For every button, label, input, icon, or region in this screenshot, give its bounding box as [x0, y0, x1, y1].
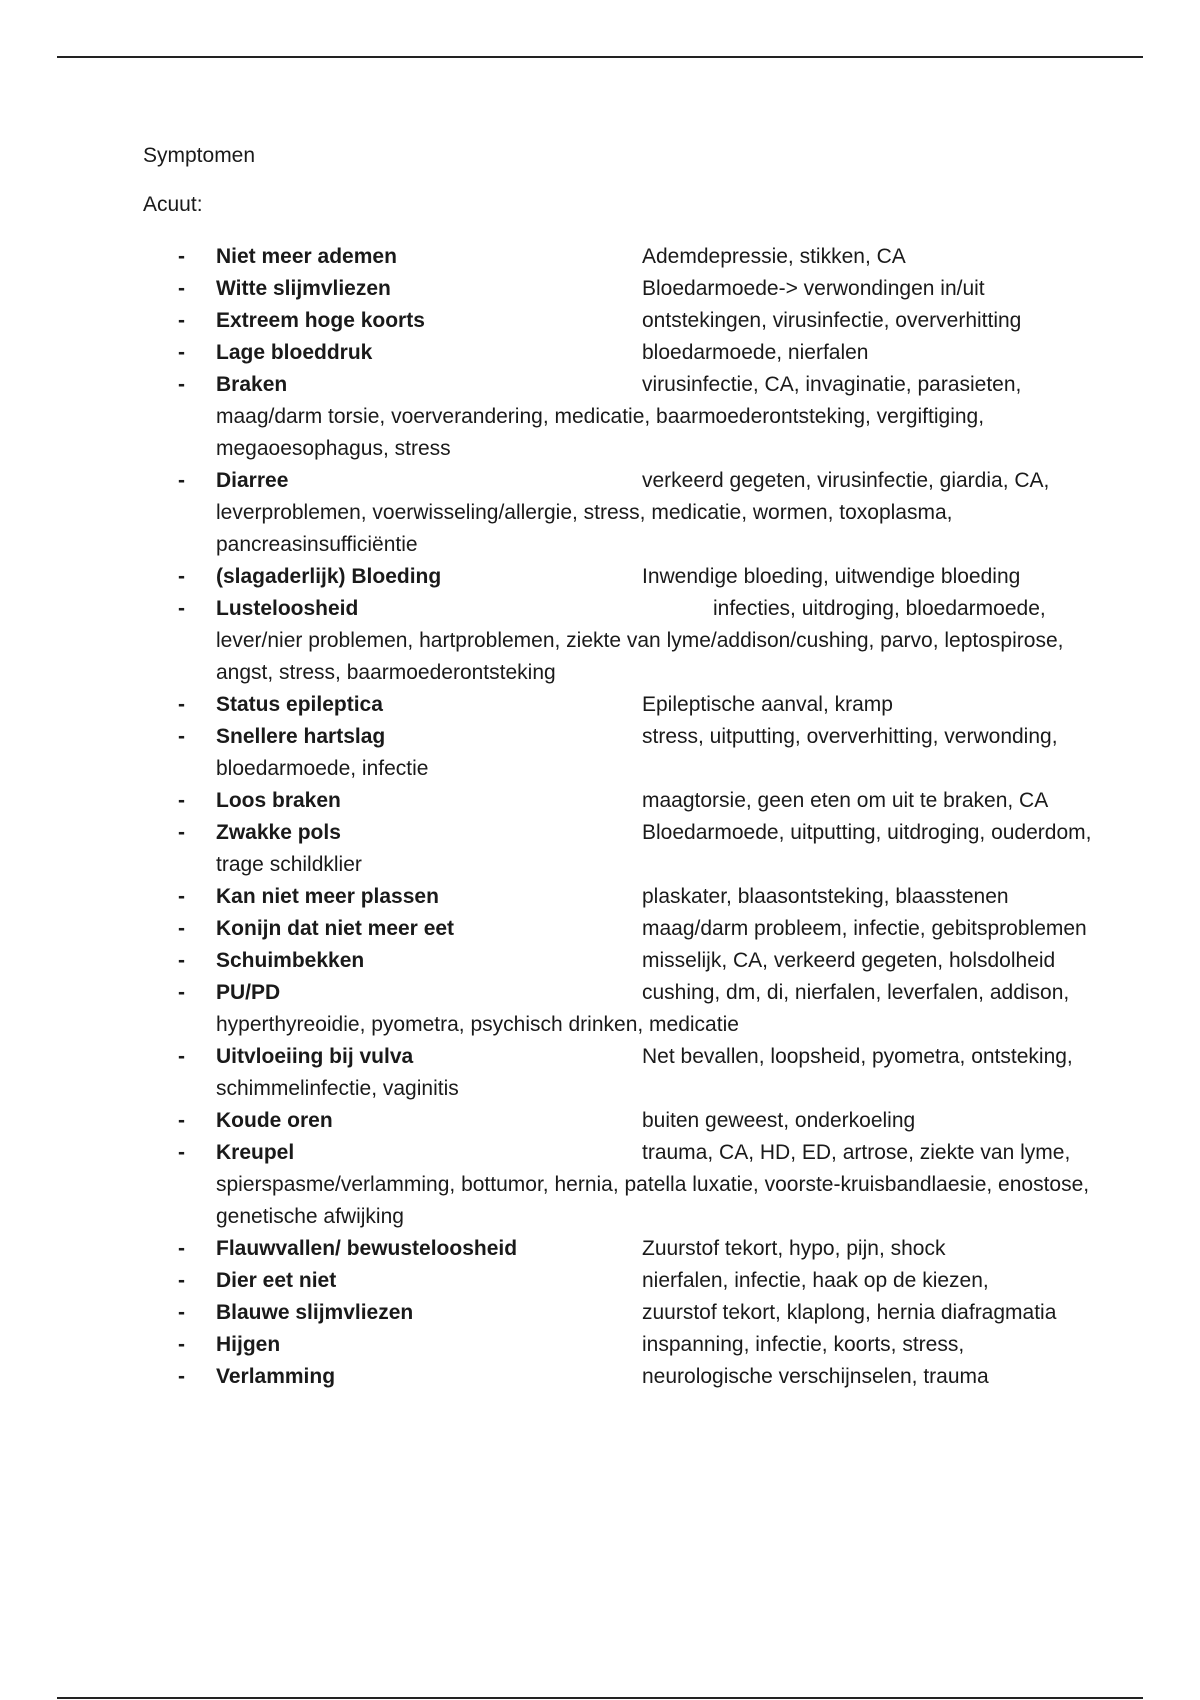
- list-bullet: -: [178, 1269, 185, 1292]
- list-bullet: -: [178, 789, 185, 812]
- symptom-term: Dier eet niet: [216, 1269, 337, 1292]
- list-bullet: -: [178, 1109, 185, 1132]
- list-item: [143, 369, 1123, 465]
- list-item: [143, 689, 1123, 721]
- list-item: [143, 1041, 1123, 1105]
- list-item: [143, 785, 1123, 817]
- list-bullet: -: [178, 1237, 185, 1260]
- list-bullet: -: [178, 1141, 185, 1164]
- list-bullet: -: [178, 1333, 185, 1356]
- list-item: [143, 881, 1123, 913]
- list-bullet: -: [178, 245, 185, 268]
- symptom-term: Kreupel: [216, 1141, 295, 1164]
- symptom-term: Kan niet meer plassen: [216, 885, 439, 908]
- symptom-term: Lusteloosheid: [216, 597, 359, 620]
- list-item: [143, 561, 1123, 593]
- list-item: [143, 977, 1123, 1041]
- list-item: [143, 1265, 1123, 1297]
- list-item: [143, 1105, 1123, 1137]
- symptom-causes: ontstekingen, virusinfectie, oververhitting: [642, 309, 1022, 332]
- symptom-causes: cushing, dm, di, nierfalen, leverfalen, addison, hyperthyreoidie, pyometra, psychisch drinken, medicatie: [216, 981, 1070, 1036]
- symptom-term: Uitvloeiing bij vulva: [216, 1045, 414, 1068]
- section-title: Symptomen: [143, 144, 256, 167]
- list-bullet: -: [178, 277, 185, 300]
- symptom-causes: virusinfectie, CA, invaginatie, parasieten, maag/darm torsie, voerverandering, medicatie, baarmoederontsteking, vergiftiging, megaoesophagus, stress: [216, 373, 1022, 460]
- list-item: [143, 273, 1123, 305]
- list-bullet: -: [178, 725, 185, 748]
- list-bullet: -: [178, 1045, 185, 1068]
- symptom-term: Konijn dat niet meer eet: [216, 917, 455, 940]
- symptom-causes: maagtorsie, geen eten om uit te braken, CA: [642, 789, 1049, 812]
- list-bullet: -: [178, 693, 185, 716]
- symptom-term: Hijgen: [216, 1333, 281, 1356]
- symptom-causes: Bloedarmoede, uitputting, uitdroging, ouderdom, trage schildklier: [216, 821, 1092, 876]
- symptom-causes: maag/darm probleem, infectie, gebitsproblemen: [642, 917, 1087, 940]
- symptom-term: Verlamming: [216, 1365, 336, 1388]
- list-bullet: -: [178, 821, 185, 844]
- symptom-causes: neurologische verschijnselen, trauma: [642, 1365, 989, 1388]
- symptom-causes: Bloedarmoede-> verwondingen in/uit: [642, 277, 985, 300]
- symptom-term: Schuimbekken: [216, 949, 365, 972]
- symptom-causes: inspanning, infectie, koorts, stress,: [642, 1333, 965, 1356]
- list-bullet: -: [178, 1301, 185, 1324]
- symptom-causes: stress, uitputting, oververhitting, verwonding, bloedarmoede, infectie: [216, 725, 1058, 780]
- list-bullet: -: [178, 597, 185, 620]
- list-item: [143, 1329, 1123, 1361]
- symptom-causes: Epileptische aanval, kramp: [642, 693, 893, 716]
- symptom-causes: Ademdepressie, stikken, CA: [642, 245, 906, 268]
- symptom-term: (slagaderlijk) Bloeding: [216, 565, 442, 588]
- list-item: [143, 913, 1123, 945]
- symptom-causes: nierfalen, infectie, haak op de kiezen,: [642, 1269, 989, 1292]
- list-bullet: -: [178, 981, 185, 1004]
- list-item: [143, 465, 1123, 561]
- symptom-term: Braken: [216, 373, 288, 396]
- symptom-term: PU/PD: [216, 981, 281, 1004]
- symptom-term: Flauwvallen/ bewusteloosheid: [216, 1237, 518, 1260]
- symptom-term: Niet meer ademen: [216, 245, 397, 268]
- list-item: [143, 241, 1123, 273]
- symptom-causes: buiten geweest, onderkoeling: [642, 1109, 916, 1132]
- list-item: [143, 721, 1123, 785]
- symptom-causes: Zuurstof tekort, hypo, pijn, shock: [642, 1237, 946, 1260]
- list-item: [143, 945, 1123, 977]
- list-item: [143, 337, 1123, 369]
- list-item: [143, 1297, 1123, 1329]
- symptom-term: Lage bloeddruk: [216, 341, 373, 364]
- symptom-causes: zuurstof tekort, klaplong, hernia diafragmatia: [642, 1301, 1057, 1324]
- list-bullet: -: [178, 917, 185, 940]
- list-item: [143, 1361, 1123, 1393]
- symptom-causes: Net bevallen, loopsheid, pyometra, ontsteking, schimmelinfectie, vaginitis: [216, 1045, 1073, 1100]
- symptom-term: Snellere hartslag: [216, 725, 386, 748]
- list-bullet: -: [178, 469, 185, 492]
- symptom-term: Zwakke pols: [216, 821, 341, 844]
- list-bullet: -: [178, 309, 185, 332]
- symptom-causes: misselijk, CA, verkeerd gegeten, holsdolheid: [642, 949, 1056, 972]
- symptom-term: Status epileptica: [216, 693, 383, 716]
- symptom-causes: plaskater, blaasontsteking, blaasstenen: [642, 885, 1009, 908]
- list-bullet: -: [178, 1365, 185, 1388]
- symptom-causes: bloedarmoede, nierfalen: [642, 341, 869, 364]
- symptom-term: Witte slijmvliezen: [216, 277, 391, 300]
- list-item: [143, 593, 1123, 689]
- header-rule: [57, 56, 1143, 58]
- list-item: [143, 1137, 1123, 1233]
- symptom-term: Extreem hoge koorts: [216, 309, 425, 332]
- list-bullet: -: [178, 373, 185, 396]
- symptom-causes: infecties, uitdroging, bloedarmoede, lever/nier problemen, hartproblemen, ziekte van lyme/addison/cushing, parvo, leptospirose, angst, stress, baarmoederontsteking: [216, 597, 1064, 684]
- list-item: [143, 817, 1123, 881]
- symptom-term: Blauwe slijmvliezen: [216, 1301, 414, 1324]
- list-bullet: -: [178, 341, 185, 364]
- symptom-causes: trauma, CA, HD, ED, artrose, ziekte van lyme, spierspasme/verlamming, bottumor, hernia, patella luxatie, voorste-kruisbandlaesie, enostose, genetische afwijking: [216, 1141, 1090, 1228]
- symptom-causes: verkeerd gegeten, virusinfectie, giardia, CA, leverproblemen, voerwisseling/allergie, stress, medicatie, wormen, toxoplasma, pancreasinsufficiëntie: [216, 469, 1050, 556]
- list-bullet: -: [178, 949, 185, 972]
- symptom-causes: Inwendige bloeding, uitwendige bloeding: [642, 565, 1021, 588]
- list-item: [143, 305, 1123, 337]
- footer-rule: [57, 1697, 1143, 1699]
- list-bullet: -: [178, 565, 185, 588]
- list-bullet: -: [178, 885, 185, 908]
- symptom-list: [143, 241, 1123, 1393]
- symptom-term: Koude oren: [216, 1109, 333, 1132]
- symptom-term: Diarree: [216, 469, 289, 492]
- section-subtitle: Acuut:: [143, 193, 203, 216]
- symptom-term: Loos braken: [216, 789, 341, 812]
- list-item: [143, 1233, 1123, 1265]
